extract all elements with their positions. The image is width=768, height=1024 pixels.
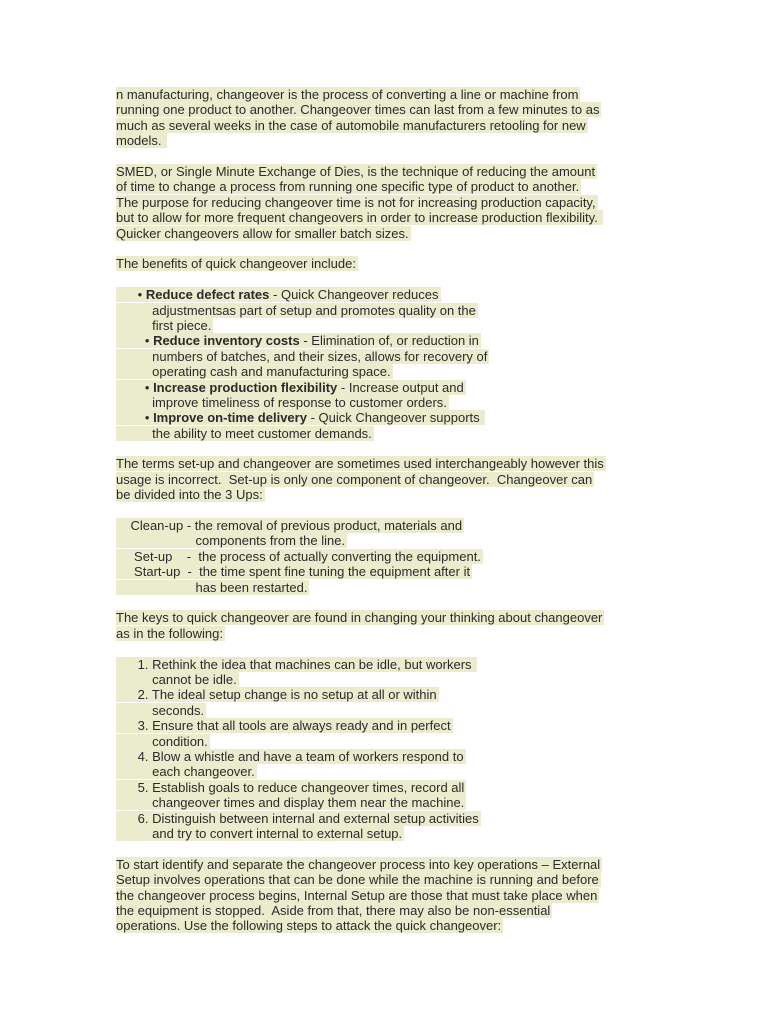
text-line: has been restarted.: [116, 579, 308, 595]
text-line: changeover times and display them near the machine.: [116, 795, 465, 811]
text-line: seconds.: [116, 702, 205, 718]
text-line: of time to change a process from running one specific type of product to another.: [116, 179, 580, 195]
text-line: be divided into the 3 Ups:: [116, 487, 263, 503]
text-line: cannot be idle.: [116, 671, 237, 687]
text-line: The benefits of quick changeover include:: [116, 256, 356, 272]
benefit-text: adjustmentsas part of setup and promotes quality on the: [152, 302, 476, 318]
list-item: 4. Blow a whistle and have a team of workers respond to: [116, 748, 464, 764]
paragraph-keys-heading: [116, 610, 656, 641]
text-line: The purpose for reducing changeover time is not for increasing production capacity,: [116, 194, 596, 210]
text-line: but to allow for more frequent changeovers in order to increase production flexibility.: [116, 210, 602, 226]
text-line: The keys to quick changeover are found in changing your thinking about changeover: [116, 610, 603, 626]
document-page: [116, 87, 656, 949]
list-item: 3. Ensure that all tools are always ready and in perfect: [116, 718, 451, 734]
text-line: components from the line.: [116, 533, 346, 549]
text-line: Set-up - the process of actually converting the equipment.: [116, 548, 481, 564]
list-item: 2. The ideal setup change is no setup at all or within: [116, 687, 437, 703]
text-line: as in the following:: [116, 625, 223, 641]
paragraph-internal-external-setup: [116, 857, 656, 934]
text-line: n manufacturing, changeover is the process of converting a line or machine from: [116, 87, 579, 102]
list-item: 1. Rethink the idea that machines can be idle, but workers: [116, 656, 476, 672]
list-item: 6. Distinguish between internal and external setup activities: [116, 810, 479, 826]
keys-numbered-list: [116, 657, 656, 842]
list-item: • Reduce inventory costs - Elimination of, or reduction in: [116, 333, 479, 349]
list-item: • Increase production flexibility - Increase output and: [116, 379, 464, 395]
text-line: To start identify and separate the changeover process into key operations – External: [116, 856, 601, 872]
text-line: each changeover.: [116, 764, 255, 780]
text-line: the equipment is stopped. Aside from that, there may also be non-essential: [116, 903, 551, 919]
benefit-text: - Increase output and: [337, 379, 464, 395]
three-ups-list: [116, 518, 656, 595]
text-line: The terms set-up and changeover are sometimes used interchangeably however this: [116, 456, 604, 472]
paragraph-smed: [116, 164, 656, 241]
benefit-text: - Elimination of, or reduction in: [299, 333, 479, 349]
benefit-text: improve timeliness of response to customer orders.: [152, 395, 447, 411]
text-line: Clean-up - the removal of previous product, materials and: [116, 517, 463, 533]
list-item: 5. Establish goals to reduce changeover times, record all: [116, 779, 465, 795]
paragraph-benefits-heading: [116, 256, 656, 271]
benefit-text: - Quick Changeover reduces: [269, 287, 439, 303]
benefit-text: the ability to meet customer demands.: [152, 425, 372, 441]
text-line: condition.: [116, 733, 208, 749]
paragraph-setup-vs-changeover: [116, 456, 656, 502]
text-line: operations. Use the following steps to attack the quick changeover:: [116, 918, 502, 934]
text-line: the changeover process begins, Internal Setup are those that must take place when: [116, 887, 598, 903]
text-line: usage is incorrect. Set-up is only one component of changeover. Changeover can: [116, 471, 593, 487]
text-line: much as several weeks in the case of automobile manufacturers retooling for new: [116, 117, 586, 133]
text-line: and try to convert internal to external setup.: [116, 826, 403, 841]
paragraph-changeover-intro: [116, 87, 656, 149]
benefit-title: Reduce inventory costs: [153, 333, 300, 349]
benefit-title: Increase production flexibility: [153, 379, 338, 395]
benefit-title: Reduce defect rates: [145, 287, 270, 303]
list-item: • Improve on-time delivery - Quick Changeover supports: [116, 410, 484, 426]
text-line: Start-up - the time spent fine tuning the equipment after it: [116, 564, 471, 580]
text-line: Setup involves operations that can be done while the machine is running and before: [116, 872, 599, 888]
benefit-text: numbers of batches, and their sizes, allows for recovery of: [152, 348, 488, 364]
benefit-text: - Quick Changeover supports: [306, 410, 484, 426]
benefits-list: [116, 287, 656, 441]
text-line: running one product to another. Changeover times can last from a few minutes to as: [116, 102, 600, 118]
benefit-text: first piece.: [152, 318, 212, 334]
benefit-title: Improve on-time delivery: [153, 410, 307, 426]
text-line: SMED, or Single Minute Exchange of Dies, is the technique of reducing the amount: [116, 164, 596, 180]
text-line: Quicker changeovers allow for smaller batch sizes.: [116, 225, 409, 241]
text-line: models.: [116, 133, 166, 149]
benefit-text: operating cash and manufacturing space.: [152, 364, 391, 380]
list-item: • Reduce defect rates - Quick Changeover reduces: [116, 287, 439, 303]
